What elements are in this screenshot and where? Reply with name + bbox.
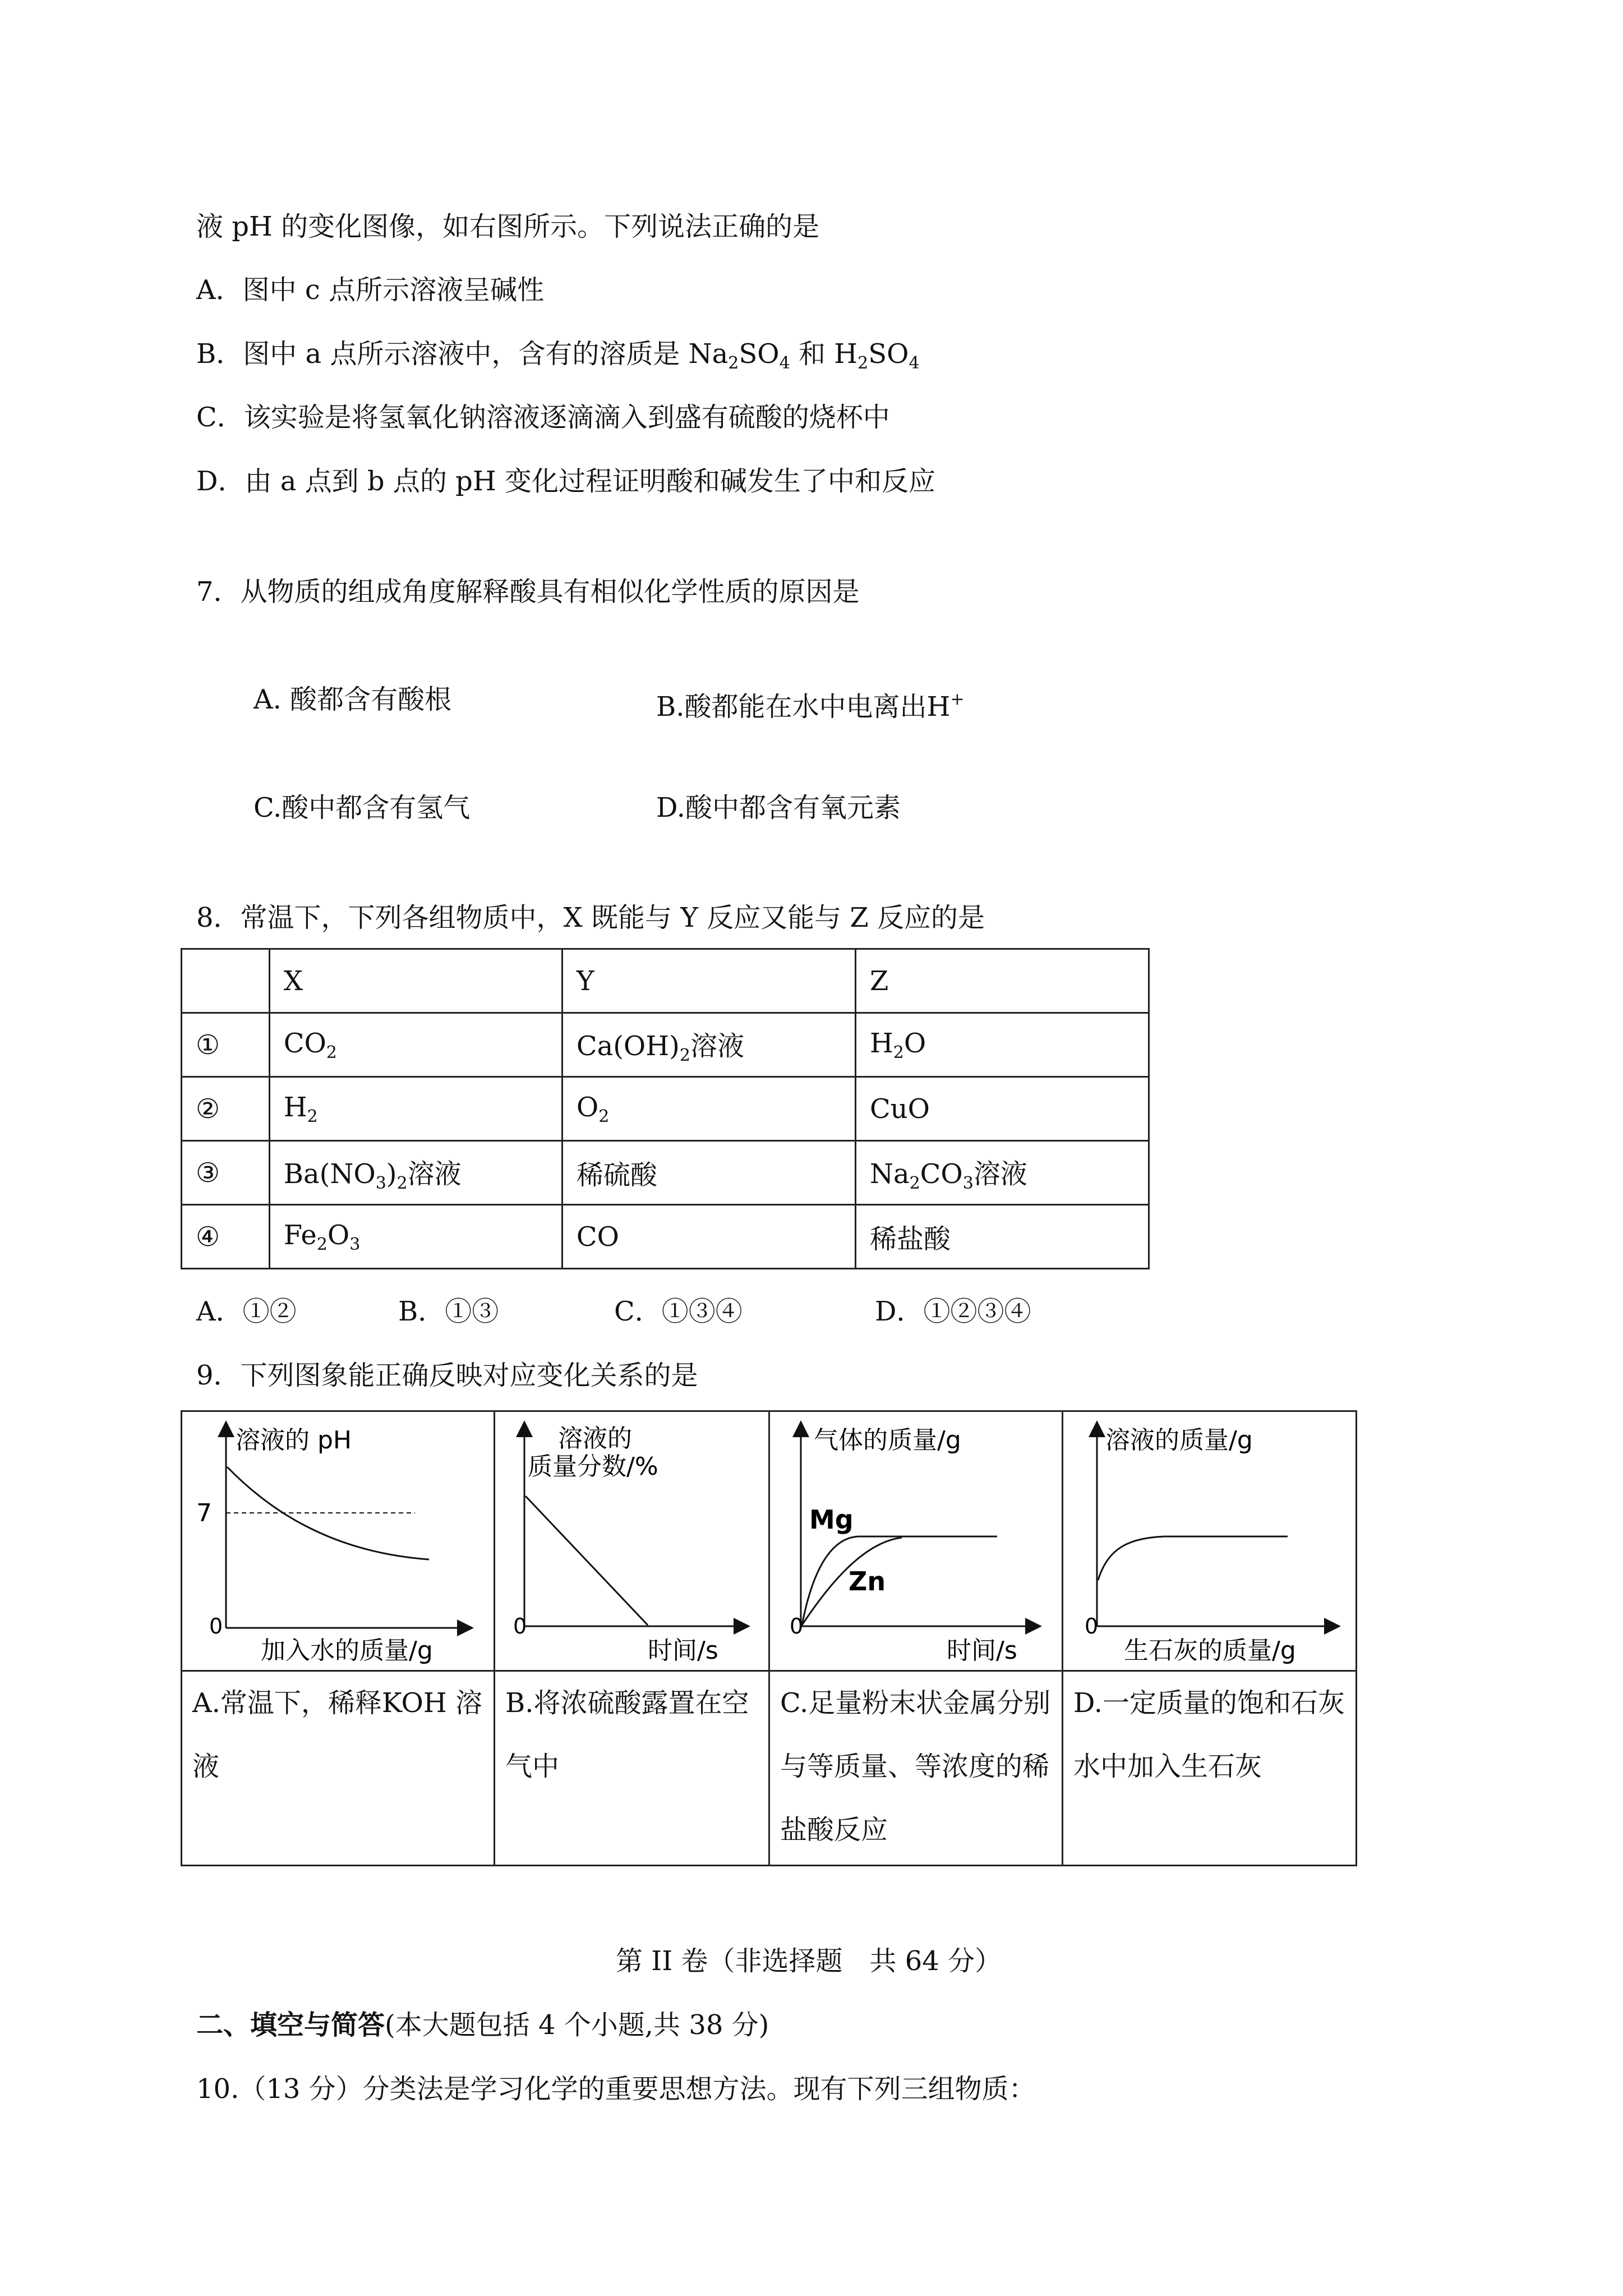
graph-b-xlabel: 时间/s xyxy=(648,1636,718,1665)
graph-c-mg-label: Mg xyxy=(809,1504,854,1535)
graph-d-xlabel: 生石灰的质量/g xyxy=(1124,1636,1296,1665)
q7-option-a: A. 酸都含有酸根 xyxy=(253,684,452,715)
graph-c-ylabel: 气体的质量/g xyxy=(814,1426,961,1455)
table-cell: CuO xyxy=(855,1077,1149,1141)
section-title: 二、填空与简答 xyxy=(196,2009,385,2041)
solution-mass-curve xyxy=(1098,1536,1288,1580)
graph-c xyxy=(770,1412,1062,1670)
q8-option-a: A．①② xyxy=(196,1296,297,1327)
graph-c-xlabel: 时间/s xyxy=(947,1636,1017,1665)
table-cell: ② xyxy=(182,1077,270,1141)
table-row xyxy=(182,1141,1149,1205)
part-two-title: 第 II 卷（非选择题 共 64 分） xyxy=(616,1945,1002,1977)
graph-c-zn-label: Zn xyxy=(849,1566,886,1596)
q8-option-d: D．①②③④ xyxy=(875,1296,1031,1327)
mg-curve xyxy=(802,1536,997,1625)
table-cell: $O_2$ xyxy=(562,1077,855,1141)
table-row xyxy=(182,1077,1149,1141)
graph-d-ylabel: 溶液的质量/g xyxy=(1105,1426,1253,1455)
q7-option-c: C.酸中都含有氢气 xyxy=(253,792,471,823)
q7-option-b: B.酸都能在水中电离出H+ xyxy=(656,689,965,723)
table-header-cell: Z xyxy=(855,949,1149,1013)
graph-b-ylabel-line1: 溶液的 xyxy=(558,1424,632,1453)
table-cell: 稀盐酸 xyxy=(855,1205,1149,1269)
table-header-cell: X xyxy=(269,949,562,1013)
table-cell: $H_2O$ xyxy=(855,1013,1149,1077)
table-row xyxy=(182,1013,1149,1077)
q9-graph-grid xyxy=(181,1410,1357,1866)
table-cell: $Na_2CO_3$溶液 xyxy=(855,1141,1149,1205)
table-cell: ④ xyxy=(182,1205,270,1269)
graph-a-caption: A.常温下，稀释KOH 溶液 xyxy=(192,1687,482,1782)
graph-b xyxy=(495,1412,768,1670)
table-row xyxy=(182,949,1149,1013)
q8-table xyxy=(181,948,1150,1269)
graph-b-origin: 0 xyxy=(513,1614,527,1639)
graph-d-origin: 0 xyxy=(1085,1614,1099,1639)
q8-option-c: C．①③④ xyxy=(614,1296,743,1327)
graph-b-ylabel-line2: 质量分数/% xyxy=(528,1452,658,1481)
q9-stem: 9．下列图象能正确反映对应变化关系的是 xyxy=(196,1360,698,1391)
q8-option-b: B．①③ xyxy=(398,1296,499,1327)
table-cell: CO xyxy=(562,1205,855,1269)
graph-a-xlabel: 加入水的质量/g xyxy=(261,1636,433,1665)
mass-fraction-line xyxy=(525,1496,648,1625)
graph-d-caption: D.一定质量的饱和石灰水中加入生石灰 xyxy=(1073,1687,1345,1782)
graph-b-caption: B.将浓硫酸露置在空气中 xyxy=(505,1687,749,1782)
q6-option-b: B．图中 a 点所示溶液中，含有的溶质是 $Na_2SO_4$ 和 $H_2SO_4$ xyxy=(196,338,920,373)
q10-stem: 10.（13 分）分类法是学习化学的重要思想方法。现有下列三组物质： xyxy=(196,2073,1036,2105)
q6-option-a: A．图中 c 点所示溶液呈碱性 xyxy=(196,274,545,306)
q6-option-d: D．由 a 点到 b 点的 pH 变化过程证明酸和碱发生了中和反应 xyxy=(196,466,935,497)
section-note: (本大题包括 4 个小题,共 38 分) xyxy=(385,2009,769,2041)
graph-d xyxy=(1063,1412,1355,1670)
table-cell: 稀硫酸 xyxy=(562,1141,855,1205)
q7-option-d: D.酸中都含有氧元素 xyxy=(656,792,901,823)
q8-stem: 8．常温下，下列各组物质中，X 既能与 Y 反应又能与 Z 反应的是 xyxy=(196,902,985,933)
table-cell: $Ba(NO_3)_2$溶液 xyxy=(269,1141,562,1205)
graph-a-ylabel: 溶液的 pH xyxy=(236,1426,352,1455)
graph-a-origin: 0 xyxy=(209,1614,223,1639)
table-cell: ① xyxy=(182,1013,270,1077)
q6-option-c: C．该实验是将氢氧化钠溶液逐滴滴入到盛有硫酸的烧杯中 xyxy=(196,402,890,433)
graph-a xyxy=(182,1412,494,1670)
graph-c-caption: C.足量粉末状金属分别与等质量、等浓度的稀盐酸反应 xyxy=(780,1687,1051,1846)
graph-a-seven: 7 xyxy=(196,1499,212,1527)
section-heading xyxy=(196,2008,769,2042)
graph-c-origin: 0 xyxy=(790,1614,804,1639)
table-header-cell xyxy=(182,949,270,1013)
table-cell: $Ca(OH)_2$溶液 xyxy=(562,1013,855,1077)
table-header-cell: Y xyxy=(562,949,855,1013)
table-cell: ③ xyxy=(182,1141,270,1205)
table-cell: $CO_2$ xyxy=(269,1013,562,1077)
table-row xyxy=(182,1205,1149,1269)
table-cell: $Fe_2O_3$ xyxy=(269,1205,562,1269)
table-cell: $H_2$ xyxy=(269,1077,562,1141)
q6-stem-tail: 液 pH 的变化图像，如右图所示。下列说法正确的是 xyxy=(196,211,820,242)
q7-stem: 7．从物质的组成角度解释酸具有相似化学性质的原因是 xyxy=(196,576,860,608)
